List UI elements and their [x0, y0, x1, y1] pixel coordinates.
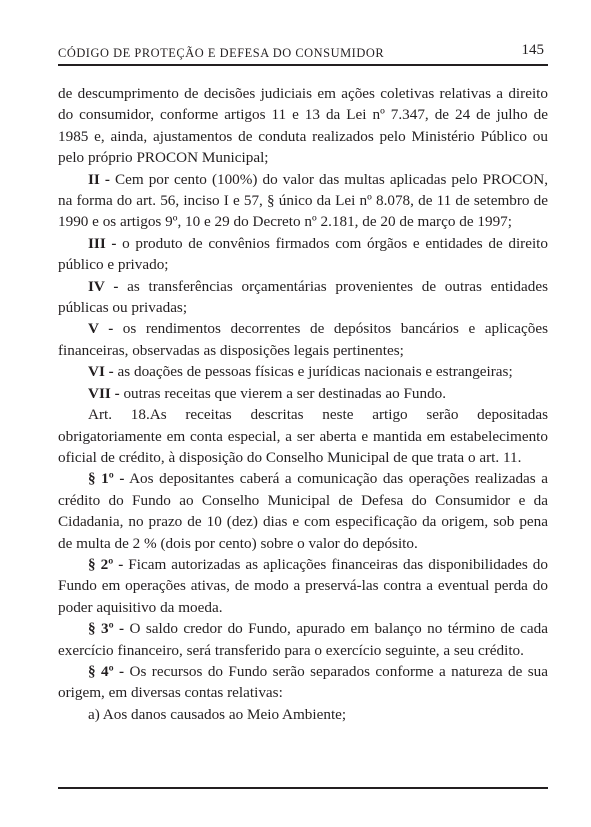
- item-marker: § 1º -: [88, 470, 125, 488]
- footer-rule: [58, 787, 548, 789]
- paragraph-item-ii: [58, 169, 548, 233]
- paragraph-item-iii: [58, 233, 548, 276]
- item-marker: II -: [88, 170, 110, 188]
- paragraph-text: Art. 18.As receitas descritas neste artigo serão depositadas obrigatoriamente em conta especial, a ser aberta e mantida em estabelecimento oficial de crédito, à disposição do Conselho Municipal de que trata o art. 11.: [58, 406, 548, 466]
- item-marker: § 2º -: [88, 555, 124, 573]
- paragraph: [58, 83, 548, 169]
- paragraph-item-a: [58, 704, 548, 725]
- page-number: 145: [521, 42, 544, 58]
- paragraph-item-iv: [58, 276, 548, 319]
- item-marker: § 3º -: [88, 620, 125, 638]
- paragraph-section-4: [58, 661, 548, 704]
- paragraph-text: as doações de pessoas físicas e jurídicas nacionais e estrangeiras;: [113, 363, 513, 381]
- paragraph-text: Cem por cento (100%) do valor das multas aplicadas pelo PROCON, na forma do art. 56, inciso I e 57, § único da Lei nº 8.078, de 11 de setembro de 1990 e os artigos 9º, 10 e 29 do Decreto nº 2.181, de 20 de março de 1997;: [58, 170, 548, 231]
- item-marker: VII -: [88, 384, 120, 402]
- item-marker: § 4º -: [88, 662, 125, 680]
- running-title: CÓDIGO DE PROTEÇÃO E DEFESA DO CONSUMIDOR: [58, 46, 385, 60]
- paragraph-section-1: [58, 468, 548, 554]
- page-body: [58, 83, 548, 725]
- paragraph-text: a) Aos danos causados ao Meio Ambiente;: [88, 705, 347, 723]
- paragraph-text: os rendimentos decorrentes de depósitos bancários e aplicações financeiras, observadas as disposições legais pertinentes;: [58, 320, 548, 359]
- item-marker: VI -: [88, 363, 114, 381]
- paragraph-section-2: [58, 554, 548, 618]
- paragraph-article-18: [58, 404, 548, 468]
- header-rule: [58, 64, 548, 66]
- paragraph-section-3: [58, 618, 548, 661]
- paragraph-item-vii: [58, 383, 548, 404]
- paragraph-text: o produto de convênios firmados com órgãos e entidades de direito público e privado;: [58, 234, 548, 274]
- paragraph-text: Aos depositantes caberá a comunicação das operações realizadas a crédito do Fundo ao Conselho Municipal de Defesa do Consumidor e da Cidadania, no prazo de 10 (dez) dias e com especificação da origem, sob pena de multa de 2 % (dois por cento) sobre o valor do depósito.: [58, 470, 548, 552]
- paragraph-item-vi: [58, 361, 548, 382]
- paragraph-text: O saldo credor do Fundo, apurado em balanço no término de cada exercício financeiro, será transferido para o exercício seguinte, a seu crédito.: [58, 620, 548, 659]
- paragraph-text: outras receitas que vierem a ser destinadas ao Fundo.: [119, 384, 447, 402]
- paragraph-text: Os recursos do Fundo serão separados conforme a natureza de sua origem, em diversas contas relativas:: [58, 662, 549, 702]
- page-header: [58, 40, 548, 62]
- item-marker: IV -: [88, 277, 119, 295]
- paragraph-text: Ficam autorizadas as aplicações financeiras das disponibilidades do Fundo em operações ativas, de modo a preservá-las contra a eventual perda do poder aquisitivo da moeda.: [58, 555, 548, 616]
- paragraph-text: de descumprimento de decisões judiciais em ações coletivas relativas a direito do consumidor, conforme artigos 11 e 13 da Lei nº 7.347, de 24 de julho de 1985 e, ainda, ajustamentos de conduta realizados pelo Ministério Público ou pelo próprio PROCON Municipal;: [58, 85, 548, 167]
- item-marker: III -: [88, 234, 117, 252]
- item-marker: V -: [88, 320, 114, 338]
- paragraph-item-v: [58, 318, 548, 361]
- paragraph-text: as transferências orçamentárias provenientes de outras entidades públicas ou privadas;: [58, 277, 548, 317]
